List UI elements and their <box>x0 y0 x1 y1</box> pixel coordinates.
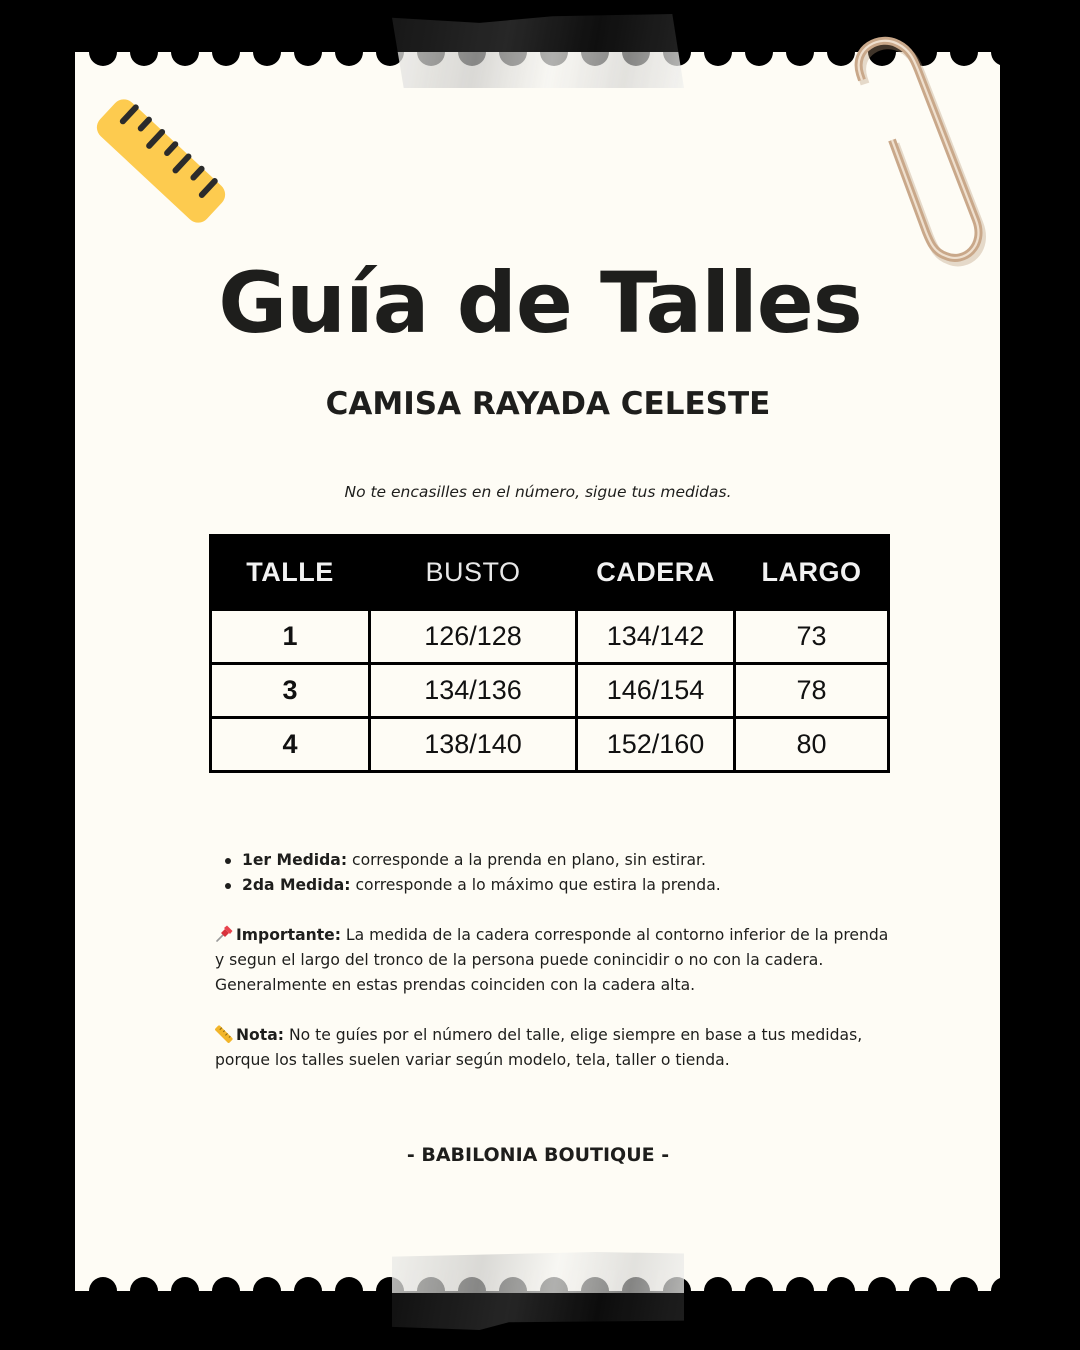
scallop-notch <box>212 1277 240 1293</box>
scallop-notch <box>130 38 158 66</box>
cell-busto: 138/140 <box>370 718 577 772</box>
measurement-list <box>215 848 895 898</box>
table-header-row <box>211 536 889 610</box>
pushpin-icon <box>215 925 233 943</box>
important-label: Importante: <box>236 926 341 944</box>
scallop-notch <box>950 1277 978 1293</box>
cell-talle: 3 <box>211 664 370 718</box>
cell-talle: 4 <box>211 718 370 772</box>
notes-section <box>215 848 895 1098</box>
important-note <box>215 923 895 998</box>
scallop-notch <box>704 1277 732 1293</box>
table-row <box>211 718 889 772</box>
column-header-talle: TALLE <box>211 536 370 610</box>
cell-cadera: 152/160 <box>577 718 735 772</box>
size-table <box>209 534 890 773</box>
important-text: La medida de la cadera corresponde al contorno inferior de la prenda y segun el largo del tronco de la persona puede conincidir o no con la cadera. Generalmente en estas prendas coinciden con la cadera alta. <box>215 926 889 994</box>
scallop-notch <box>294 38 322 66</box>
tape-top-decoration <box>392 14 684 88</box>
list-item <box>215 873 895 898</box>
list-item <box>215 848 895 873</box>
scallop-notch <box>991 1277 1000 1293</box>
scallop-notch <box>786 38 814 66</box>
list-item-label: 1er Medida: <box>242 851 348 869</box>
scallop-notch <box>130 1277 158 1293</box>
list-item-text: corresponde a lo máximo que estira la prenda. <box>350 876 721 894</box>
scallop-notch <box>253 38 281 66</box>
cell-largo: 80 <box>735 718 889 772</box>
tagline: No te encasilles en el número, sigue tus medidas. <box>344 483 732 501</box>
scallop-notch <box>745 1277 773 1293</box>
nota-label: Nota: <box>236 1026 284 1044</box>
ruler-icon <box>215 1025 233 1043</box>
scallop-notch <box>868 1277 896 1293</box>
scallop-notch <box>909 1277 937 1293</box>
paperclip-icon <box>840 34 990 270</box>
table-row <box>211 610 889 664</box>
column-header-largo: LARGO <box>735 536 889 610</box>
column-header-busto: BUSTO <box>370 536 577 610</box>
table-row <box>211 664 889 718</box>
scallop-notch <box>786 1277 814 1293</box>
page-title: Guía de Talles <box>218 254 862 352</box>
cell-busto: 126/128 <box>370 610 577 664</box>
nota-text: No te guíes por el número del talle, elige siempre en base a tus medidas, porque los talles suelen variar según modelo, tela, taller o tienda. <box>215 1026 863 1069</box>
cell-cadera: 146/154 <box>577 664 735 718</box>
scallop-notch <box>171 38 199 66</box>
cell-cadera: 134/142 <box>577 610 735 664</box>
cell-largo: 78 <box>735 664 889 718</box>
scallop-notch <box>335 38 363 66</box>
column-header-cadera: CADERA <box>577 536 735 610</box>
tape-bottom-decoration <box>392 1252 684 1330</box>
list-item-text: corresponde a la prenda en plano, sin estirar. <box>347 851 706 869</box>
scallop-notch <box>704 38 732 66</box>
cell-busto: 134/136 <box>370 664 577 718</box>
product-name: CAMISA RAYADA CELESTE <box>325 386 771 422</box>
scallop-notch <box>171 1277 199 1293</box>
brand-footer: - BABILONIA BOUTIQUE - <box>406 1144 670 1166</box>
scallop-notch <box>89 38 117 66</box>
scallop-notch <box>89 1277 117 1293</box>
list-item-label: 2da Medida: <box>242 876 351 894</box>
scallop-notch <box>991 38 1000 66</box>
scallop-notch <box>335 1277 363 1293</box>
scallop-notch <box>827 1277 855 1293</box>
ruler-icon <box>96 98 226 224</box>
cell-largo: 73 <box>735 610 889 664</box>
scallop-notch <box>212 38 240 66</box>
scallop-notch <box>253 1277 281 1293</box>
scallop-notch <box>745 38 773 66</box>
nota-note <box>215 1023 895 1073</box>
scallop-notch <box>294 1277 322 1293</box>
cell-talle: 1 <box>211 610 370 664</box>
